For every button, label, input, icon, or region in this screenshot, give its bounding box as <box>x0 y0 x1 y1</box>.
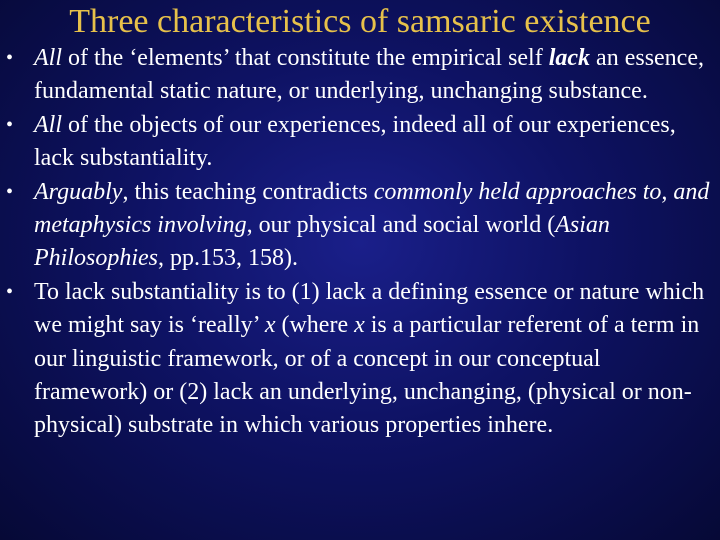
bullet-text-segment: To lack substantiality is to (1) lack a defining essence or nature which we might say is ‘really’ <box>34 278 705 339</box>
bullet-icon: • <box>6 113 14 136</box>
bullet-text <box>34 179 709 272</box>
emphasis-text: x <box>354 312 365 339</box>
bullet-text-segment: , this teaching contradicts <box>122 178 374 205</box>
emphasis-text: Arguably <box>34 178 123 205</box>
bullet-icon: • <box>6 180 14 203</box>
bullet-text-segment: , pp.153, 158). <box>158 245 298 272</box>
bullet-text-segment: is a particular referent of a term in our linguistic framework, or of a concept in our conceptual framework) or (2) lack an underlying, unchanging, (physical or non-physical) substrate in which various properties inhere. <box>34 312 700 439</box>
emphasis-text: x <box>264 312 276 339</box>
bullet-text <box>34 112 676 171</box>
bullet-icon: • <box>6 47 14 69</box>
bullet-text-segment: an essence, fundamental static nature, or underlying, unchanging substance. <box>34 45 704 105</box>
bullet-text-segment: of the objects of our experiences, indeed all of our experiences, lack substantiality. <box>34 111 676 172</box>
bullet-item <box>0 276 720 443</box>
bullet-item <box>0 109 720 176</box>
emphasis-text: commonly held approaches to, and metaphysics involving <box>34 178 710 239</box>
bullet-text-segment: of the ‘elements’ that constitute the empirical self <box>62 45 549 71</box>
bullet-list <box>0 42 720 443</box>
emphasis-text: All <box>34 45 62 71</box>
book-title: Asian Philosophies <box>34 212 610 272</box>
bullet-item <box>0 176 720 276</box>
emphasis-text: lack <box>548 45 591 71</box>
bullet-text-segment: , our physical and social world ( <box>246 212 556 239</box>
bullet-text-segment: (where <box>275 312 355 339</box>
emphasis-text: All <box>34 111 62 138</box>
bullet-icon: • <box>6 280 14 303</box>
bullet-text <box>34 45 704 104</box>
bullet-text <box>34 279 704 439</box>
slide-title: Three characteristics of samsaric existence <box>69 3 651 40</box>
bullet-item <box>0 42 720 109</box>
